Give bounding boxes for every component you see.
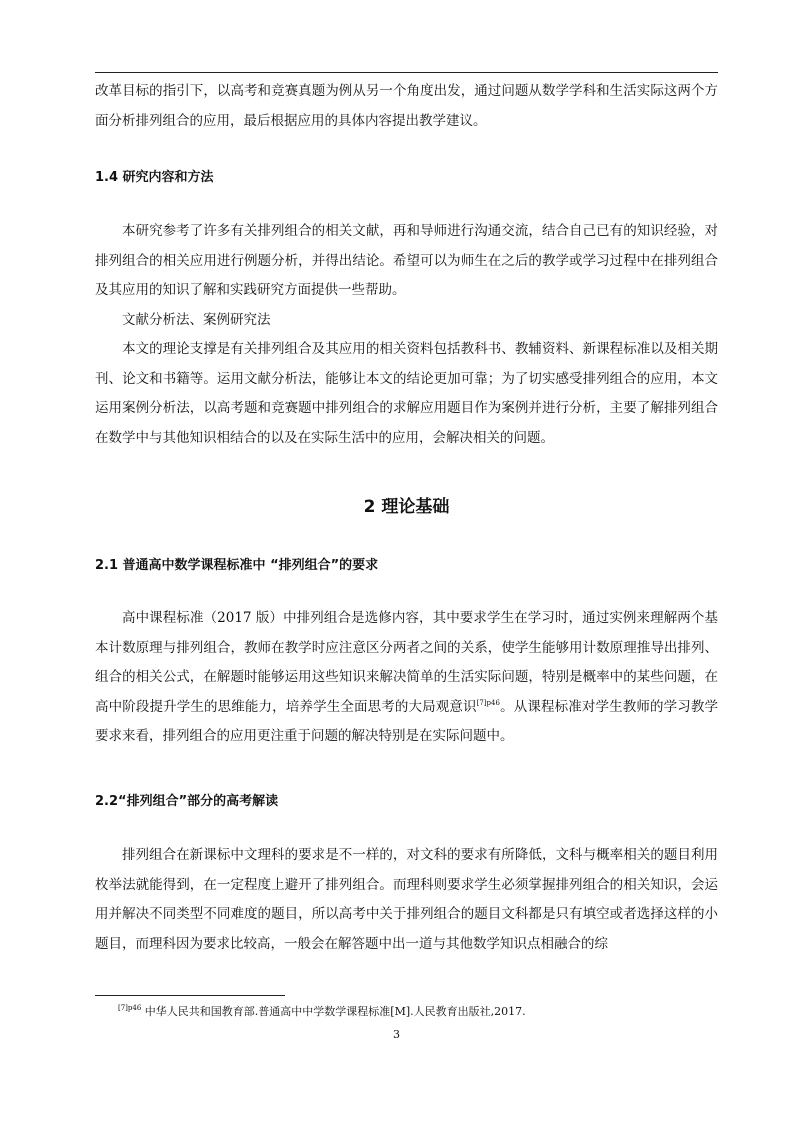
section-2-1-heading-block	[95, 556, 718, 576]
citation-ref: [7]p46	[476, 698, 500, 707]
section-1-4-methods-line: 文献分析法、案例研究法	[122, 311, 271, 328]
chapter-2-heading-block	[95, 495, 718, 519]
section-2-1-text-after-ref: 。从课程标准对学生教师的学习教学要求来看，排列组合的应用更注重于问题的解决特别是在实际问题中。	[95, 698, 719, 744]
footnote-ref: [7]p46	[118, 1004, 142, 1012]
footnote-rule	[95, 995, 285, 996]
section-2-2-heading: 2.2“排列组合”部分的高考解读	[95, 794, 279, 809]
section-1-4-heading: 1.4 研究内容和方法	[95, 170, 214, 185]
section-1-4-body	[95, 217, 718, 453]
intro-block	[95, 77, 718, 136]
section-2-2-body	[95, 841, 718, 959]
section-2-1-paragraph	[95, 604, 718, 752]
section-2-1-heading: 2.1 普通高中数学课程标准中 “排列组合”的要求	[95, 558, 379, 573]
footnote-text: 中华人民共和国教育部.普通高中中学数学课程标准[M].人民教育出版社,2017.	[141, 1005, 526, 1018]
footnote	[118, 1004, 526, 1020]
section-2-2-heading-block	[95, 792, 718, 812]
section-1-4-paragraph-1: 本研究参考了许多有关排列组合的相关文献，再和导师进行沟通交流，结合自己已有的知识经验，对排列组合的相关应用进行例题分析，并得出结论。希望可以为师生在之后的教学或学习过程中在排列组合及其应用的知识了解和实践研究方面提供一些帮助。	[95, 223, 718, 298]
page-number: 3	[393, 1028, 400, 1041]
header-rule	[95, 72, 718, 73]
intro-paragraph: 改革目标的指引下，以高考和竞赛真题为例从另一个角度出发，通过问题从数学学科和生活实际这两个方面分析排列组合的应用，最后根据应用的具体内容提出教学建议。	[95, 83, 718, 129]
section-1-4-paragraph-3: 本文的理论支撑是有关排列组合及其应用的相关资料包括教科书、教辅资料、新课程标准以及相关期刊、论文和书籍等。运用文献分析法，能够让本文的结论更加可靠；为了切实感受排列组合的应用，本文运用案例分析法，以高考题和竞赛题中排列组合的求解应用题目作为案例并进行分析，主要了解排列组合在数学中与其他知识相结合的以及在实际生活中的应用，会解决相关的问题。	[95, 341, 718, 446]
section-2-2-paragraph: 排列组合在新课标中文理科的要求是不一样的，对文科的要求有所降低，文科与概率相关的题目利用枚举法就能得到，在一定程度上避开了排列组合。而理科则要求学生必须掌握排列组合的相关知识，会运用并解决不同类型不同难度的题目，所以高考中关于排列组合的题目文科都是只有填空或者选择这样的小题目，而理科因为要求比较高，一般会在解答题中出一道与其他数学知识点相融合的综	[95, 847, 718, 952]
section-1-4-heading-block	[95, 168, 718, 188]
section-2-1-text-before-ref: 高中课程标准（2017 版）中排列组合是选修内容，其中要求学生在学习时，通过实例来理解两个基本计数原理与排列组合，教师在教学时应注意区分两者之间的关系，使学生能够用计数原理推导出排列、组合的相关公式，在解题时能够运用这些知识来解决简单的生活实际问题，特别是概率中的某些问题，在高中阶段提升学生的思维能力，培养学生全面思考的大局观意识	[95, 610, 718, 715]
chapter-2-heading: 2 理论基础	[363, 497, 450, 517]
section-2-1-body	[95, 604, 718, 752]
